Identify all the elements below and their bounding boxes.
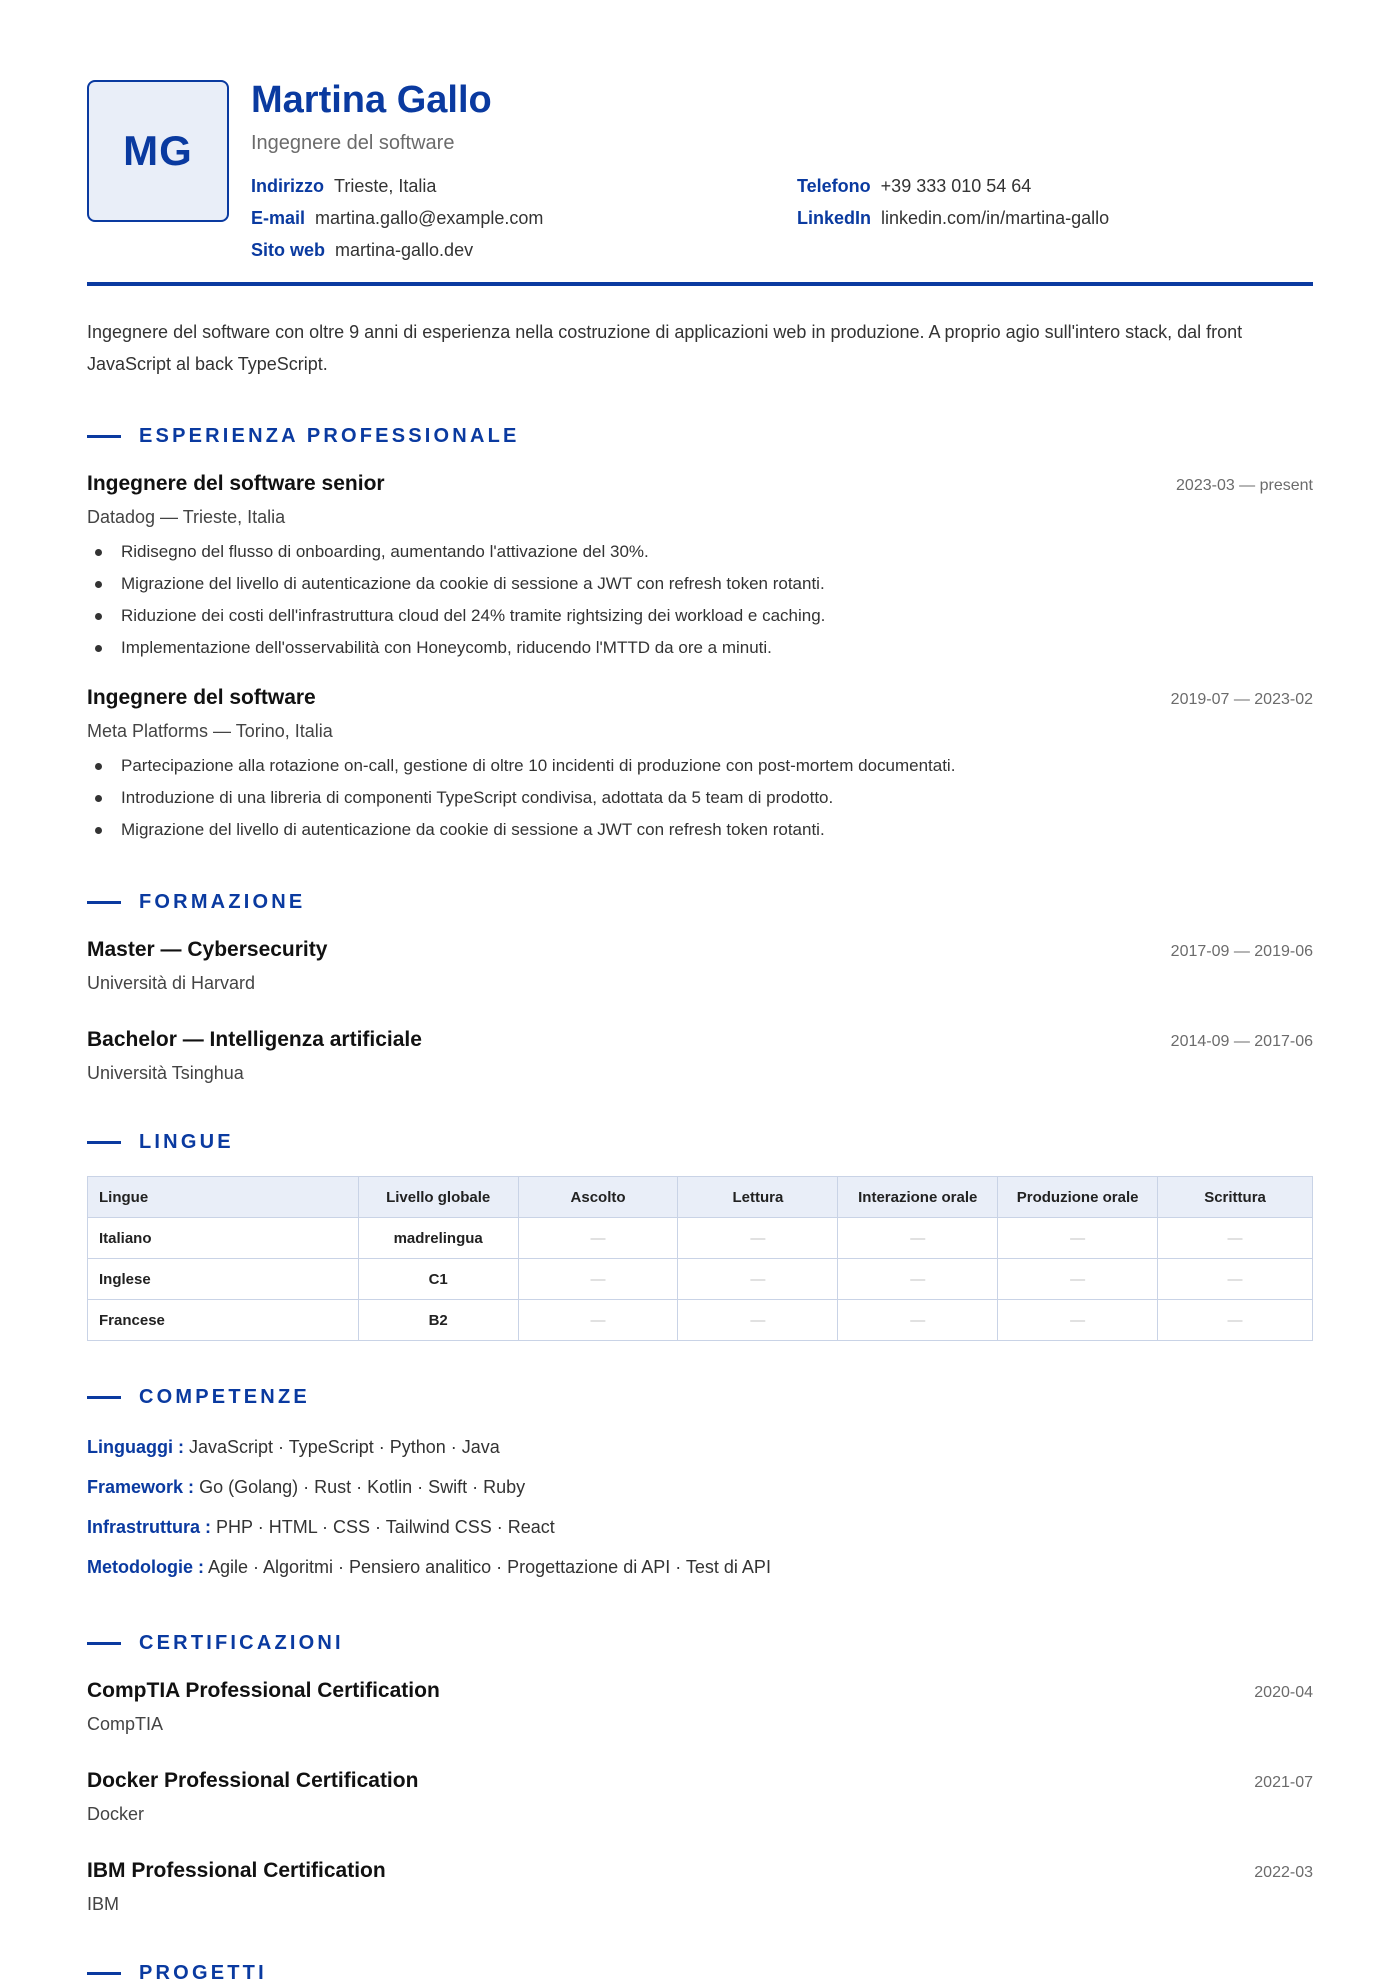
certification-date: 2020-04 [1254, 1684, 1313, 1701]
skill-category: Metodologie : [87, 1557, 204, 1577]
list-item: Partecipazione alla rotazione on-call, gestione di oltre 10 incidenti di produzione con post-mortem documentati. [87, 750, 1313, 782]
contact-value: Trieste, Italia [334, 176, 437, 196]
skill-values: JavaScript · TypeScript · Python · Java [189, 1437, 500, 1457]
list-item: Migrazione del livello di autenticazione da cookie di sessione a JWT con refresh token rotanti. [87, 814, 1313, 846]
section-bar [87, 901, 121, 904]
list-item: Introduzione di una libreria di componenti TypeScript condivisa, adottata da 5 team di prodotto. [87, 782, 1313, 814]
contact-label: Indirizzo [251, 176, 324, 196]
skill-row [87, 1547, 1313, 1587]
table-cell: — [678, 1259, 838, 1300]
contact-email [251, 206, 797, 230]
skill-row [87, 1467, 1313, 1507]
table-cell: madrelingua [358, 1218, 518, 1259]
education-entry [87, 1026, 1313, 1086]
section-title-education [87, 890, 1313, 914]
job-title: Ingegnere del software senior [87, 472, 385, 495]
skill-values: PHP · HTML · CSS · Tailwind CSS · React [216, 1517, 555, 1537]
contact-address [251, 174, 797, 198]
column-header: Interazione orale [838, 1177, 998, 1218]
table-cell: — [838, 1259, 998, 1300]
header-info [251, 80, 1313, 262]
list-item: Implementazione dell'osservabilità con Honeycomb, riducendo l'MTTD da ore a minuti. [87, 632, 1313, 664]
table-cell: — [1158, 1259, 1313, 1300]
job-company: Datadog — Trieste, Italia [87, 507, 286, 527]
table-cell: Italiano [88, 1218, 359, 1259]
certification-entry [87, 1767, 1313, 1827]
table-cell: — [1158, 1300, 1313, 1341]
certification-title: CompTIA Professional Certification [87, 1679, 440, 1702]
section-title-experience [87, 424, 1313, 448]
education-entry [87, 936, 1313, 996]
table-cell: — [678, 1300, 838, 1341]
section-title-text: ESPERIENZA PROFESSIONALE [139, 424, 520, 447]
section-title-certifications [87, 1631, 1313, 1655]
certification-date: 2022-03 [1254, 1864, 1313, 1881]
certification-issuer: CompTIA [87, 1714, 164, 1734]
certification-issuer: Docker [87, 1804, 145, 1824]
list-item: Migrazione del livello di autenticazione da cookie di sessione a JWT con refresh token rotanti. [87, 568, 1313, 600]
section-title-text: FORMAZIONE [139, 890, 306, 913]
section-title-text: CERTIFICAZIONI [139, 1631, 344, 1654]
person-name: Martina Gallo [251, 79, 492, 121]
contact-value: +39 333 010 54 64 [880, 176, 1032, 196]
certification-entry [87, 1677, 1313, 1737]
certification-title: Docker Professional Certification [87, 1769, 419, 1792]
section-title-text: LINGUE [139, 1130, 234, 1153]
section-title-skills [87, 1385, 1313, 1409]
avatar: MG [87, 80, 229, 222]
section-bar [87, 1972, 121, 1975]
table-cell: Inglese [88, 1259, 359, 1300]
resume-header [87, 80, 1313, 262]
table-cell: — [518, 1300, 678, 1341]
table-header-row [88, 1177, 1313, 1218]
table-cell: — [1158, 1218, 1313, 1259]
column-header: Ascolto [518, 1177, 678, 1218]
profile-summary: Ingegnere del software con oltre 9 anni di esperienza nella costruzione di applicazioni web in produzione. A proprio agio sull'intero stack, dal front JavaScript al back TypeScript. [87, 322, 1243, 374]
list-item: Ridisegno del flusso di onboarding, aumentando l'attivazione del 30%. [87, 536, 1313, 568]
job-company: Meta Platforms — Torino, Italia [87, 721, 333, 741]
table-cell: — [518, 1218, 678, 1259]
table-cell: B2 [358, 1300, 518, 1341]
experience-entry [87, 470, 1313, 664]
school-name: Università di Harvard [87, 973, 256, 993]
skill-category: Framework : [87, 1477, 195, 1497]
table-cell: — [838, 1300, 998, 1341]
person-role: Ingegnere del software [251, 132, 455, 154]
column-header: Lingue [88, 1177, 359, 1218]
certification-entry [87, 1857, 1313, 1917]
degree-title: Bachelor — Intelligenza artificiale [87, 1028, 422, 1051]
job-date: 2023-03 — present [1176, 477, 1313, 494]
contact-email-link[interactable]: martina.gallo@example.com [315, 208, 544, 228]
section-bar [87, 1642, 121, 1645]
contact-label: Telefono [797, 176, 871, 196]
skill-values: Agile · Algoritmi · Pensiero analitico · Progettazione di API · Test di API [208, 1557, 771, 1577]
skill-category: Linguaggi : [87, 1437, 184, 1457]
skill-row [87, 1507, 1313, 1547]
certification-issuer: IBM [87, 1894, 120, 1914]
table-cell: — [998, 1300, 1158, 1341]
section-bar [87, 1396, 121, 1399]
table-cell: — [998, 1218, 1158, 1259]
section-title-text: COMPETENZE [139, 1385, 310, 1408]
table-cell: C1 [358, 1259, 518, 1300]
contact-label: Sito web [251, 240, 326, 260]
skills-list [87, 1427, 1313, 1587]
section-bar [87, 435, 121, 438]
contact-linkedin-link[interactable]: linkedin.com/in/martina-gallo [881, 208, 1110, 228]
job-title: Ingegnere del software [87, 686, 316, 709]
job-date: 2019-07 — 2023-02 [1170, 691, 1313, 708]
skill-category: Infrastruttura : [87, 1517, 212, 1537]
contact-label: LinkedIn [797, 208, 872, 228]
degree-date: 2017-09 — 2019-06 [1170, 943, 1313, 960]
contact-label: E-mail [251, 208, 306, 228]
contact-phone [797, 174, 1313, 198]
table-cell: — [838, 1218, 998, 1259]
school-name: Università Tsinghua [87, 1063, 244, 1083]
table-cell: — [998, 1259, 1158, 1300]
job-bullets [87, 536, 1313, 664]
column-header: Produzione orale [998, 1177, 1158, 1218]
column-header: Lettura [678, 1177, 838, 1218]
contact-grid [251, 174, 1313, 262]
degree-title: Master — Cybersecurity [87, 938, 328, 961]
column-header: Livello globale [358, 1177, 518, 1218]
table-row [88, 1259, 1313, 1300]
column-header: Scrittura [1158, 1177, 1313, 1218]
contact-linkedin [797, 206, 1313, 230]
certification-title: IBM Professional Certification [87, 1859, 386, 1882]
contact-website-link[interactable]: martina-gallo.dev [335, 240, 474, 260]
table-cell: — [518, 1259, 678, 1300]
job-bullets [87, 750, 1313, 846]
experience-entry [87, 684, 1313, 846]
section-bar [87, 1141, 121, 1144]
table-cell: Francese [88, 1300, 359, 1341]
section-title-text: PROGETTI [139, 1961, 267, 1980]
skill-values: Go (Golang) · Rust · Kotlin · Swift · Ruby [199, 1477, 526, 1497]
table-row [88, 1300, 1313, 1341]
section-title-projects [87, 1961, 1313, 1980]
header-divider [87, 282, 1313, 286]
section-title-languages [87, 1130, 1313, 1154]
table-row [88, 1218, 1313, 1259]
languages-table [87, 1176, 1313, 1341]
list-item: Riduzione dei costi dell'infrastruttura cloud del 24% tramite rightsizing dei workload e caching. [87, 600, 1313, 632]
certification-date: 2021-07 [1254, 1774, 1313, 1791]
skill-row [87, 1427, 1313, 1467]
contact-website [251, 238, 797, 262]
degree-date: 2014-09 — 2017-06 [1170, 1033, 1313, 1050]
table-cell: — [678, 1218, 838, 1259]
